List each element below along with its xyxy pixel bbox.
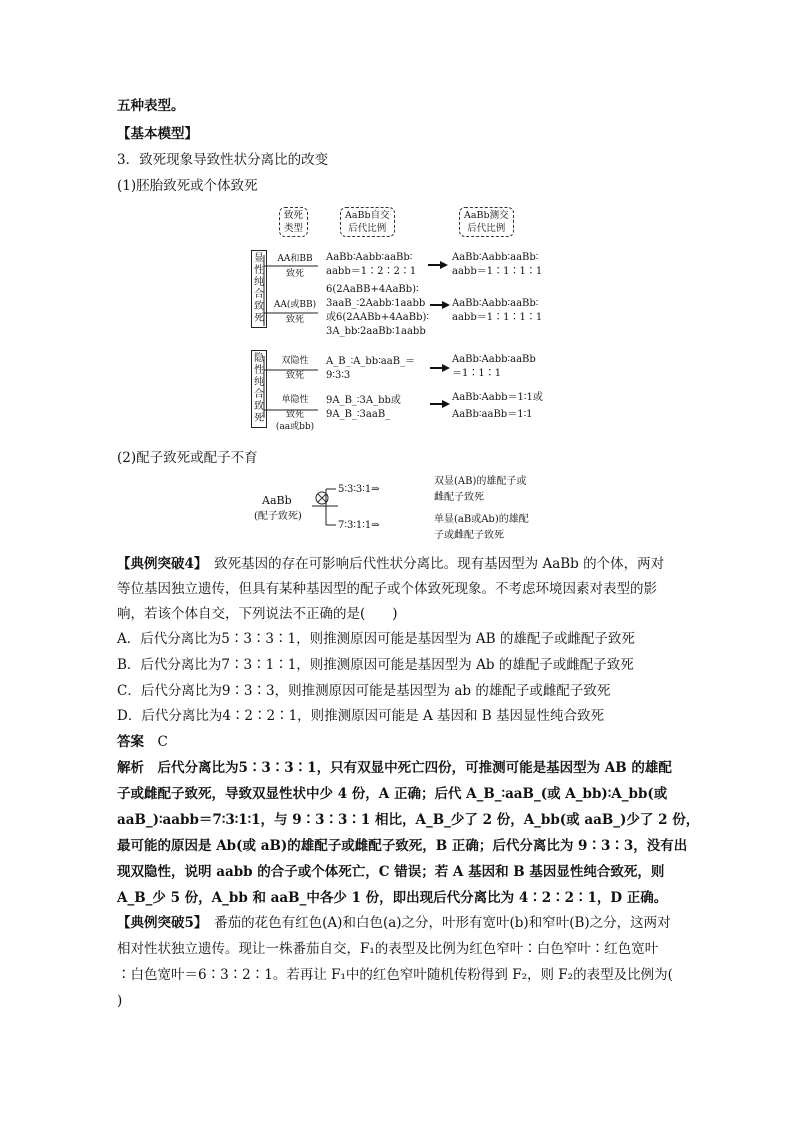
row2-self: 6(2AaBB+4AaBb)∶ 3aaB_∶2Aabb∶1aabb 或6(2AABb+4AaBb)∶ 3A_bb∶2aaBb∶1aabb	[326, 284, 429, 337]
row1-test: AaBb∶Aabb∶aaBb∶ aabb＝1∶1∶1∶1	[452, 252, 543, 277]
analysis-line-3: aaB_)∶aabb＝7∶3∶1∶1，与 9∶3∶3∶1 相比，A_B_少了 2 份，A_bb(或 aaB_)少了 2 份，	[117, 812, 700, 828]
ratio-5331: 5∶3∶3∶1⇒	[338, 484, 380, 495]
gamete-parent-note: (配子致死)	[254, 511, 302, 522]
analysis-label: 解析	[117, 760, 144, 776]
lethal-type-header: 致死 类型	[279, 207, 308, 237]
recessive-homozygous-lethal-box: 隐 性 纯 合 致 死	[251, 350, 267, 428]
item3-title: 3．致死现象导致性状分离比的改变	[117, 152, 329, 168]
row4-test: AaBb∶Aabb＝1∶1或 AaBb∶aaBb＝1∶1	[452, 392, 543, 420]
intro-text: 五种表型。	[117, 98, 185, 114]
test-cross-header: AaBb测交 后代比例	[459, 207, 514, 237]
example4-label: 【典例突破4】	[117, 556, 201, 572]
sub2-title: (2)配子致死或配子不育	[117, 450, 258, 466]
ratio-7311-cause: 单显(aB或Ab)的雄配 子或雌配子致死	[434, 514, 529, 541]
example5-line-3: ∶白色宽叶＝6∶3∶2∶1。若再让 F₁中的红色窄叶随机传粉得到 F₂，则 F₂的表型及比例为(	[117, 967, 673, 983]
analysis-line-6: A_B_少 5 份，A_bb 和 aaB_中各少 1 份，即出现后代分离比为 4∶2∶2∶1，D 正确。	[117, 890, 668, 906]
row3-test: AaBb∶Aabb∶aaBb ＝1∶1∶1	[452, 354, 536, 379]
row3-self: A_B_∶A_bb∶aaB_＝ 9∶3∶3	[326, 356, 416, 381]
example5-label: 【典例突破5】	[117, 915, 201, 931]
row2-type: AA(或BB) 致死	[273, 300, 317, 325]
example4-line-1: 【典例突破4】 致死基因的存在可影响后代性状分离比。现有基因型为 AaBb 的个体，两对	[117, 556, 665, 572]
option-d: D．后代分离比为4∶2∶2∶1，则推测原因可能是 A 基因和 B 基因显性纯合致死	[117, 708, 605, 724]
analysis-line-2: 子或雌配子致死，导致双显性状中少 4 份，A 正确；后代 A_B_∶aaB_(或 A_bb)∶A_bb(或	[117, 786, 668, 802]
row2-test: AaBb∶Aabb∶aaBb∶ aabb＝1∶1∶1∶1	[452, 298, 543, 323]
answer-line	[117, 732, 168, 752]
example5-line-2: 相对性状独立遗传。现让一株番茄自交，F₁的表型及比例为红色窄叶∶白色窄叶∶红色宽叶	[117, 941, 659, 957]
example4-line-2: 等位基因独立遗传，但具有某种基因型的配子或个体致死现象。不考虑环境因素对表型的影	[117, 581, 657, 597]
row1-type: AA和BB 致死	[277, 254, 313, 279]
section-header: 【基本模型】	[117, 126, 198, 142]
ratio-5331-cause: 双显(AB)的雄配子或 雌配子致死	[434, 476, 527, 503]
row1-self: AaBb∶Aabb∶aaBb∶ aabb＝1∶2∶2∶1	[326, 252, 417, 277]
dominant-homozygous-lethal-box: 显 性 纯 合 致 死	[251, 250, 267, 328]
row4-self: 9A_B_∶3A_bb或 9A_B_∶3aaB_	[326, 395, 401, 420]
analysis-line-4: 最可能的原因是 Ab(或 aB)的雄配子或雌配子致死，B 正确；后代分离比为 9∶3∶3，没有出	[117, 838, 688, 854]
row4-type: 单隐性 致死 (aa或bb)	[275, 395, 315, 432]
ratio-7311: 7∶3∶1∶1⇒	[338, 520, 380, 531]
row3-type: 双隐性 致死	[281, 356, 309, 381]
example5-line-1: 【典例突破5】 番茄的花色有红色(A)和白色(a)之分，叶形有宽叶(b)和窄叶(B)之分，这两对	[117, 915, 671, 931]
analysis-line-1: 解析 后代分离比为5∶3∶3∶1，只有双显中死亡四份，可推测可能是基因型为 AB 的雄配	[117, 760, 672, 776]
sub1-title: (1)胚胎致死或个体致死	[117, 178, 258, 194]
self-cross-header: AaBb自交 后代比例	[340, 207, 395, 237]
analysis-line-5: 现双隐性，说明 aabb 的合子或个体死亡，C 错误；若 A 基因和 B 基因显性纯合致死，则	[117, 864, 665, 880]
option-a: A．后代分离比为5∶3∶3∶1，则推测原因可能是基因型为 AB 的雄配子或雌配子致死	[117, 631, 635, 647]
option-c: C．后代分离比为9∶3∶3，则推测原因可能是基因型为 ab 的雄配子或雌配子致死	[117, 683, 611, 699]
example5-line-4: )	[117, 993, 123, 1009]
answer-label: 答案	[117, 734, 144, 750]
answer-value: C	[157, 734, 168, 750]
example4-line-3: 响，若该个体自交，下列说法不正确的是( )	[117, 606, 398, 622]
gamete-parent: AaBb	[262, 494, 292, 507]
option-b: B．后代分离比为7∶3∶1∶1，则推测原因可能是基因型为 Ab 的雄配子或雌配子致死	[117, 657, 634, 673]
